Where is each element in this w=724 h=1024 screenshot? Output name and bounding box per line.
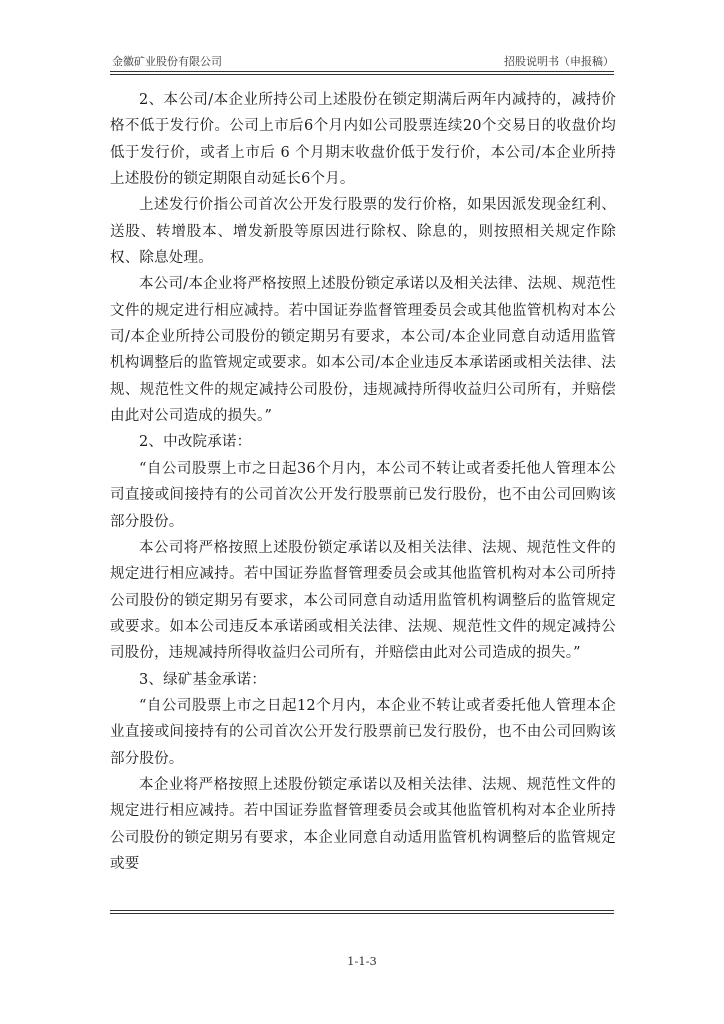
document-body <box>110 87 616 877</box>
header-document-title: 招股说明书（申报稿） <box>504 55 614 68</box>
paragraph-lockup-extension: 2、本公司/本企业所持公司上述股份在锁定期满后两年内减持的，减持价格不低于发行价。公司上市后6个月内如公司股票连续20个交易日的收盘价均低于发行价，或者上市后 6 个月期末收盘价低于发行价，本公司/本企业所持上述股份的锁定期限自动延长6个月。 <box>110 92 616 188</box>
paragraph-zhonggaiyuan-compliance: 本公司将严格按照上述股份锁定承诺以及相关法律、法规、规范性文件的规定进行相应减持。若中国证券监督管理委员会或其他监管机构对本公司所持公司股份的锁定期另有要求，本公司同意自动适用监管机构调整后的监管规定或要求。如本公司违反本承诺函或相关法律、法规、规范性文件的规定减持公司股份，违规减持所得收益归公司所有，并赔偿由此对公司造成的损失。” <box>110 539 616 662</box>
header-company-name: 金徽矿业股份有限公司 <box>112 55 222 68</box>
paragraph-zhonggaiyuan-lockup: “自公司股票上市之日起36个月内，本公司不转让或者委托他人管理本公司直接或间接持有的公司首次公开发行股票前已发行股份，也不由公司回购该部分股份。 <box>110 460 616 530</box>
footer-rule-thin <box>110 910 614 911</box>
heading-lvkuang-fund-commitment: 3、绿矿基金承诺： <box>139 671 267 688</box>
paragraph-issue-price-definition: 上述发行价指公司首次公开发行股票的发行价格，如果因派发现金红利、送股、转增股本、增发新股等原因进行除权、除息的，则按照相关规定作除权、除息处理。 <box>110 197 616 267</box>
heading-zhonggaiyuan-commitment: 2、中改院承诺： <box>139 434 252 451</box>
page-header <box>110 51 614 69</box>
paragraph-compliance-commitment: 本公司/本企业将严格按照上述股份锁定承诺以及相关法律、法规、规范性文件的规定进行相应减持。若中国证券监督管理委员会或其他监管机构对本公司/本企业所持公司股份的锁定期另有要求，本公司/本企业同意自动适用监管机构调整后的监管规定或要求。如本公司/本企业违反本承诺函或相关法律、法规、规范性文件的规定减持公司股份，违规减持所得收益归公司所有，并赔偿由此对公司造成的损失。” <box>110 276 616 425</box>
header-rule-thin <box>110 74 614 75</box>
paragraph-lvkuang-compliance: 本企业将严格按照上述股份锁定承诺以及相关法律、法规、规范性文件的规定进行相应减持。若中国证券监督管理委员会或其他监管机构对本企业所持公司股份的锁定期另有要求，本企业同意自动适用监管机构调整后的监管规定或要 <box>110 776 616 872</box>
paragraph-lvkuang-lockup: “自公司股票上市之日起12个月内，本企业不转让或者委托他人管理本企业直接或间接持有的公司首次公开发行股票前已发行股份，也不由公司回购该部分股份。 <box>110 697 616 767</box>
footer-rule-thick <box>110 913 614 914</box>
header-rule-thick <box>110 71 614 72</box>
page-number: 1-1-3 <box>347 954 377 968</box>
